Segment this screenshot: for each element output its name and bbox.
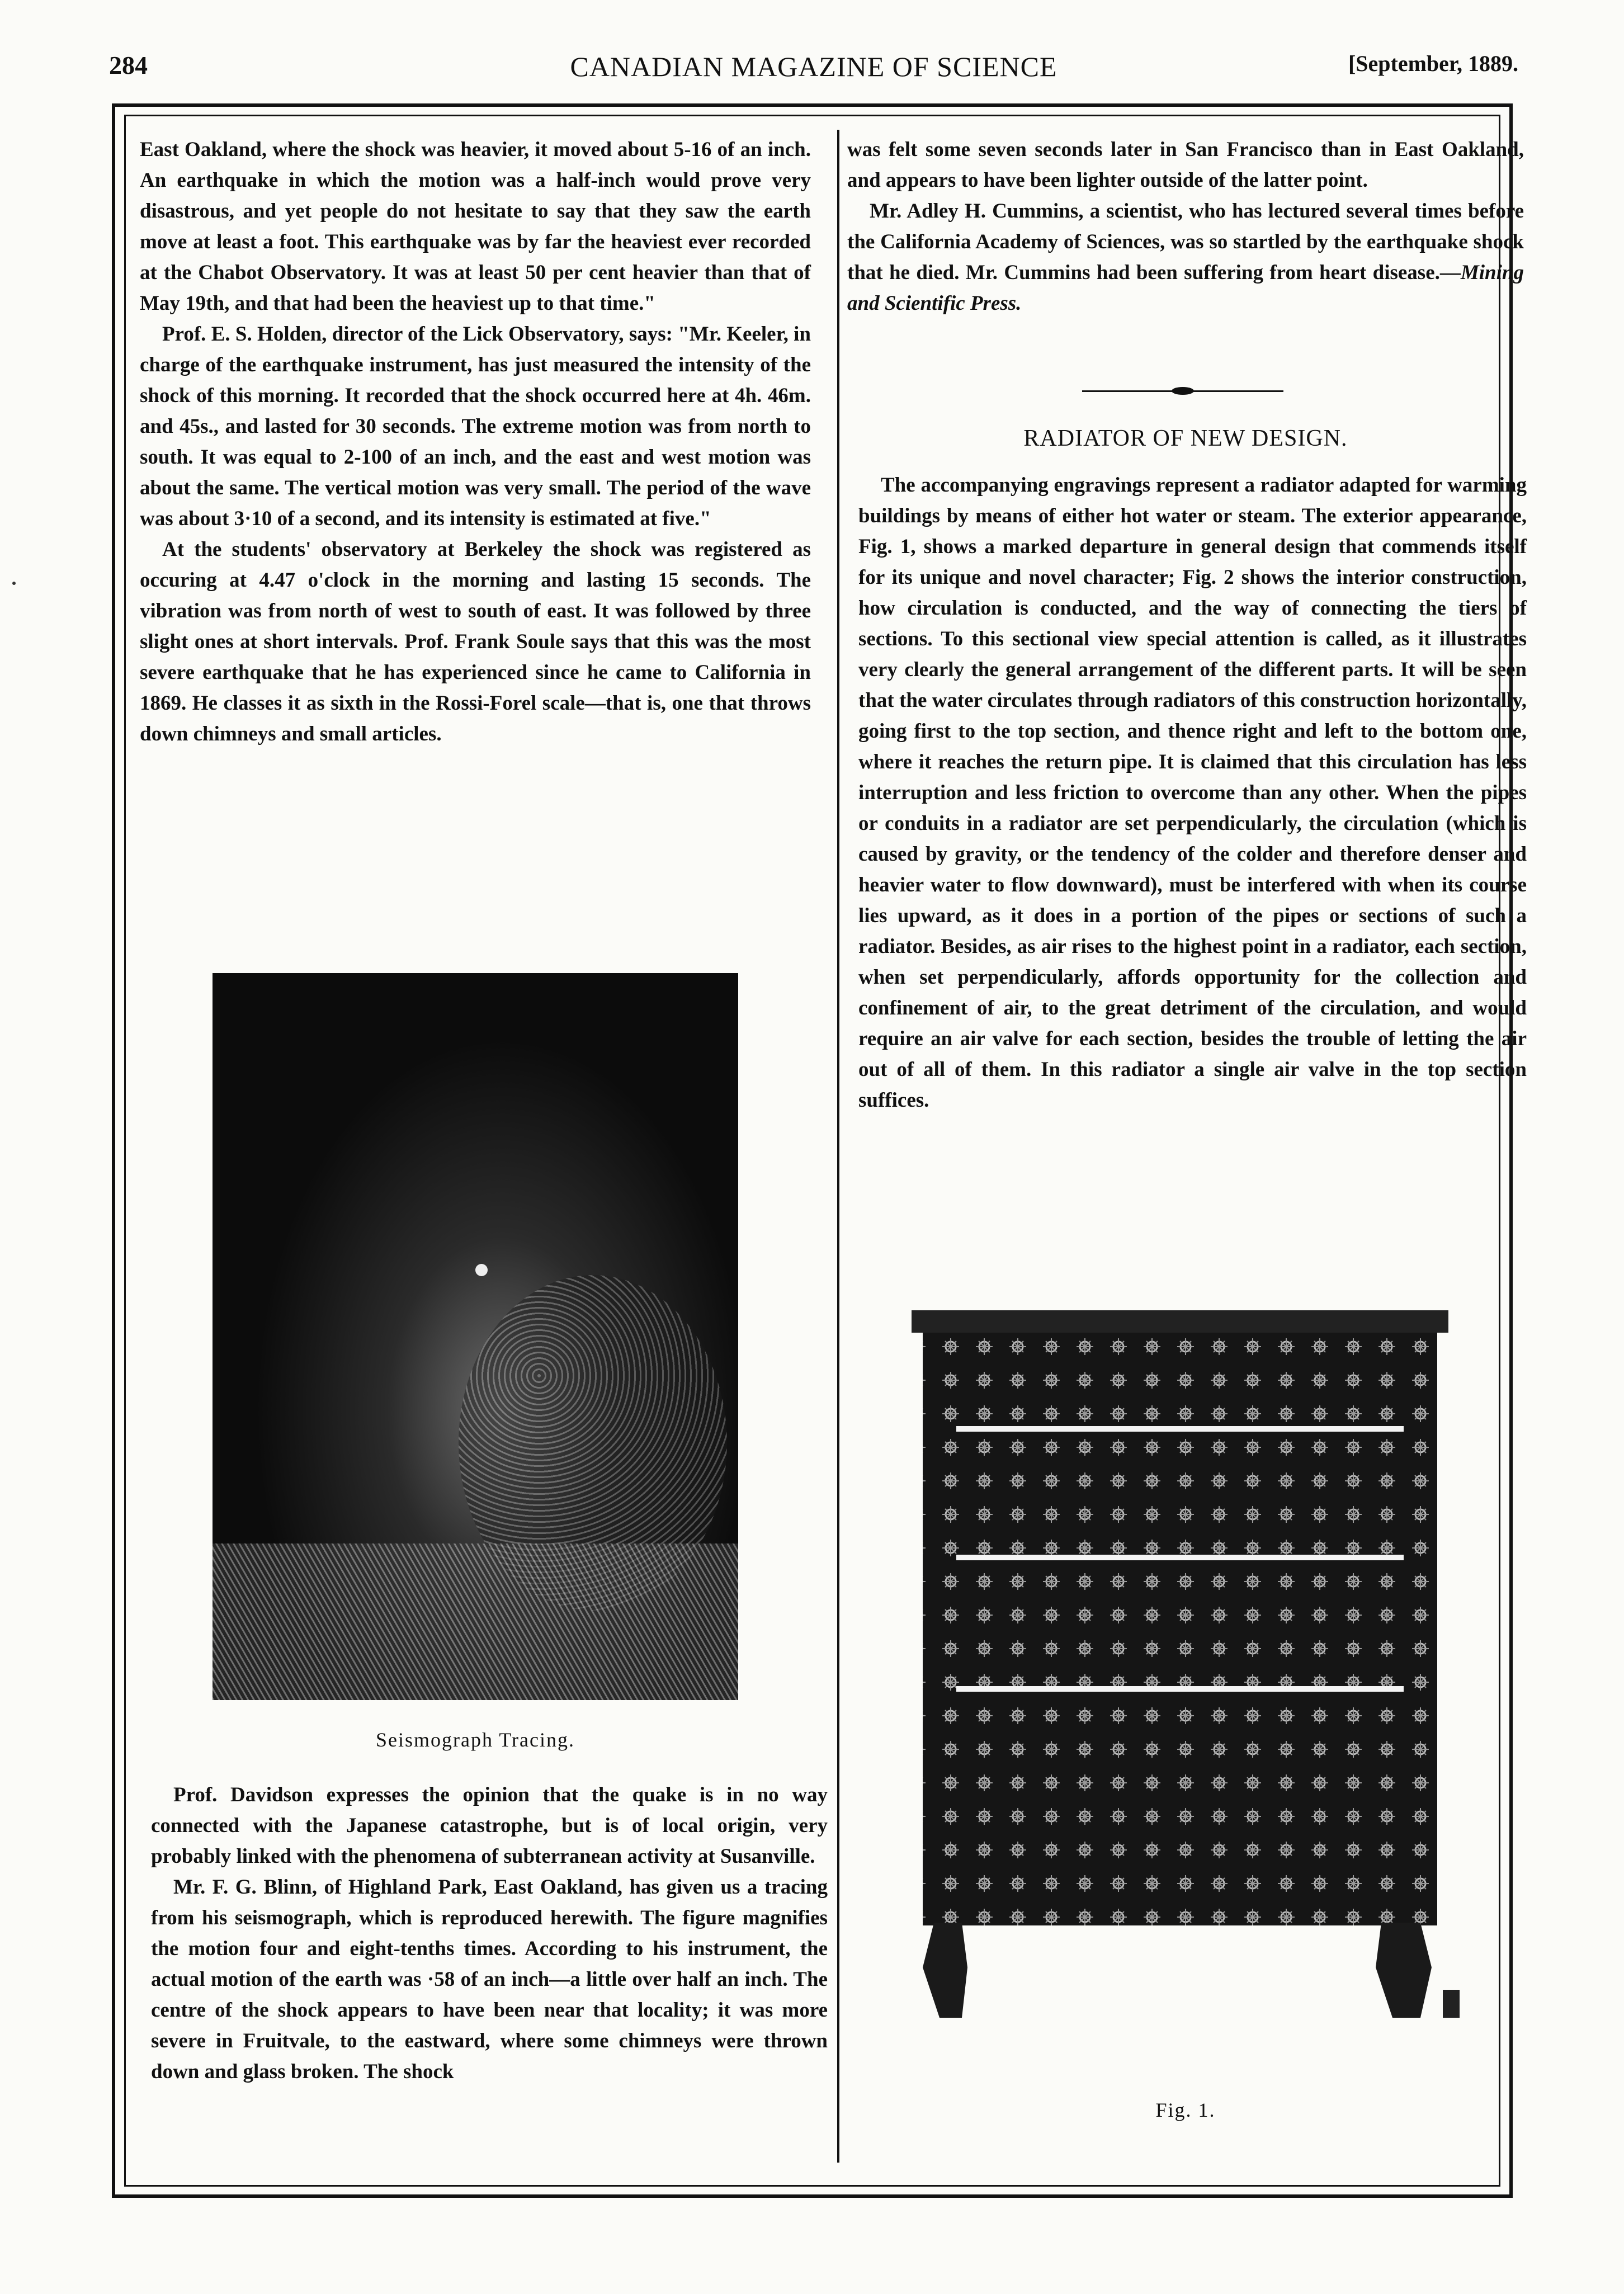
radiator-leg-right xyxy=(1376,1923,1432,2018)
radiator-gap-3 xyxy=(956,1686,1404,1692)
paragraph: Prof. Davidson expresses the opinion that the quake is in no way connected with the Japanese catastrophe, but is of local origin, very probably linked with the phenomena of subterranean activity at Susanville. xyxy=(151,1783,828,1868)
tracing-grain xyxy=(213,1544,738,1700)
radiator-gap-1 xyxy=(956,1426,1404,1432)
radiator-gap-2 xyxy=(956,1555,1404,1560)
seismograph-tracing-image xyxy=(213,973,738,1700)
paragraph: Prof. E. S. Holden, director of the Lick Observatory, says: "Mr. Keeler, in charge of the earthquake instrument, has just measured the intensity of the shock of this morning. It recorded that the shock occurred here at 4h. 46m. and 45s., and lasted for 30 seconds. The extreme motion was from north to south. It was equal to 2-100 of an inch, and the east and west motion was about the same. The vertical motion was very small. The period of the wave was about 3·10 of a second, and its intensity is estimated at five." xyxy=(140,323,811,530)
right-column-article-text xyxy=(858,470,1527,1116)
article-heading: RADIATOR OF NEW DESIGN. xyxy=(1023,426,1348,451)
radiator-engraving-image xyxy=(900,1296,1460,2035)
radiator-leg-left xyxy=(923,1923,967,2018)
ornament-knot xyxy=(1172,387,1194,395)
column-divider xyxy=(837,130,839,2163)
left-column-bottom-text xyxy=(151,1779,828,2087)
source-citation: Mining and Scientific Press. xyxy=(847,261,1524,315)
right-column-top-text xyxy=(847,134,1524,319)
paragraph xyxy=(847,196,1524,319)
page-header xyxy=(109,50,1518,89)
paragraph: East Oakland, where the shock was heavier, it moved about 5-16 of an inch. An earthquake in which the motion was a half-inch would prove very disastrous, and yet people do not hesitate to say that they saw the earth move at least a foot. This earthquake was by far the heaviest ever recorded at the Chabot Observatory. It was at least 50 per cent heavier than that of May 19th, and that had been the heaviest up to that time." xyxy=(140,138,811,315)
paragraph: Mr. F. G. Blinn, of Highland Park, East Oakland, has given us a tracing from his seismograph, which is reproduced herewith. The figure magnifies the motion four and eight-tenths times. According to his instrument, the actual motion of the earth was ·58 of an inch—a little over half an inch. The centre of the shock appears to have been near that locality; it was more severe in Fruitvale, to the eastward, where some chimneys were thrown down and glass broken. The shock xyxy=(151,1876,828,2083)
paragraph: At the students' observatory at Berkeley the shock was registered as occuring at 4.47 o'clock in the morning and lasting 15 seconds. The vibration was from north of west to south of east. It was followed by three slight ones at short intervals. Prof. Frank Soule says that this was the most severe earthquake that he has experienced since he came to California in 1869. He classes it as sixth in the Rossi-Forel scale—that is, one that throws down chimneys and small articles. xyxy=(140,538,811,745)
section-ornament xyxy=(1082,389,1283,393)
radiator-top-slab xyxy=(912,1310,1448,1333)
tracing-bright-spot xyxy=(475,1264,488,1276)
left-column-top-text xyxy=(140,134,811,749)
seismograph-caption: Seismograph Tracing. xyxy=(375,1729,575,1751)
paragraph: was felt some seven seconds later in San Francisco than in East Oakland, and appears to have been lighter outside of the latter point. xyxy=(847,138,1524,192)
paragraph: The accompanying engravings represent a radiator adapted for warming buildings by means of either hot water or steam. The exterior appearance, Fig. 1, shows a marked departure in general design that commends itself for its unique and novel character; Fig. 2 shows the interior construction, how circulation is conducted, and the way of connecting the tiers of sections. To this sectional view special attention is called, as it illustrates very clearly the general arrangement of the different parts. It will be seen that the water circulates through radiators of this construction horizontally, going first to the top section, and thence right and left to the bottom one, where it reaches the return pipe. It is claimed that this circulation has less interruption and less friction to overcome than any other. When the pipes or conduits in a radiator are set perpendicularly, the circulation (which is caused by gravity, or the tendency of the colder and therefore denser and heavier water to flow downward), must be interfered with when its course lies upward, as it does in a portion of the pipes or sections of such a radiator. Besides, as air rises to the highest point in a radiator, each section, when set perpendicularly, affords opportunity for the collection and confinement of air, to the great detriment of the circulation, and would require an air valve for each section, besides the trouble of letting the air out of all of them. In this radiator a single air valve in the top section suffices. xyxy=(858,474,1527,1112)
margin-speck xyxy=(12,582,16,585)
radiator-caption: Fig. 1. xyxy=(1155,2099,1216,2121)
paragraph-text: Mr. Adley H. Cummins, a scientist, who has lectured several times before the California Academy of Sciences, was so startled by the earthquake shock that he died. Mr. Cummins had been suffering from heart disease.— xyxy=(847,200,1524,284)
page-number: 284 xyxy=(109,51,148,79)
radiator-body xyxy=(923,1333,1437,1925)
journal-title: CANADIAN MAGAZINE OF SCIENCE xyxy=(570,51,1058,82)
issue-date: [September, 1889. xyxy=(1348,51,1518,76)
radiator-valve xyxy=(1443,1990,1460,2018)
